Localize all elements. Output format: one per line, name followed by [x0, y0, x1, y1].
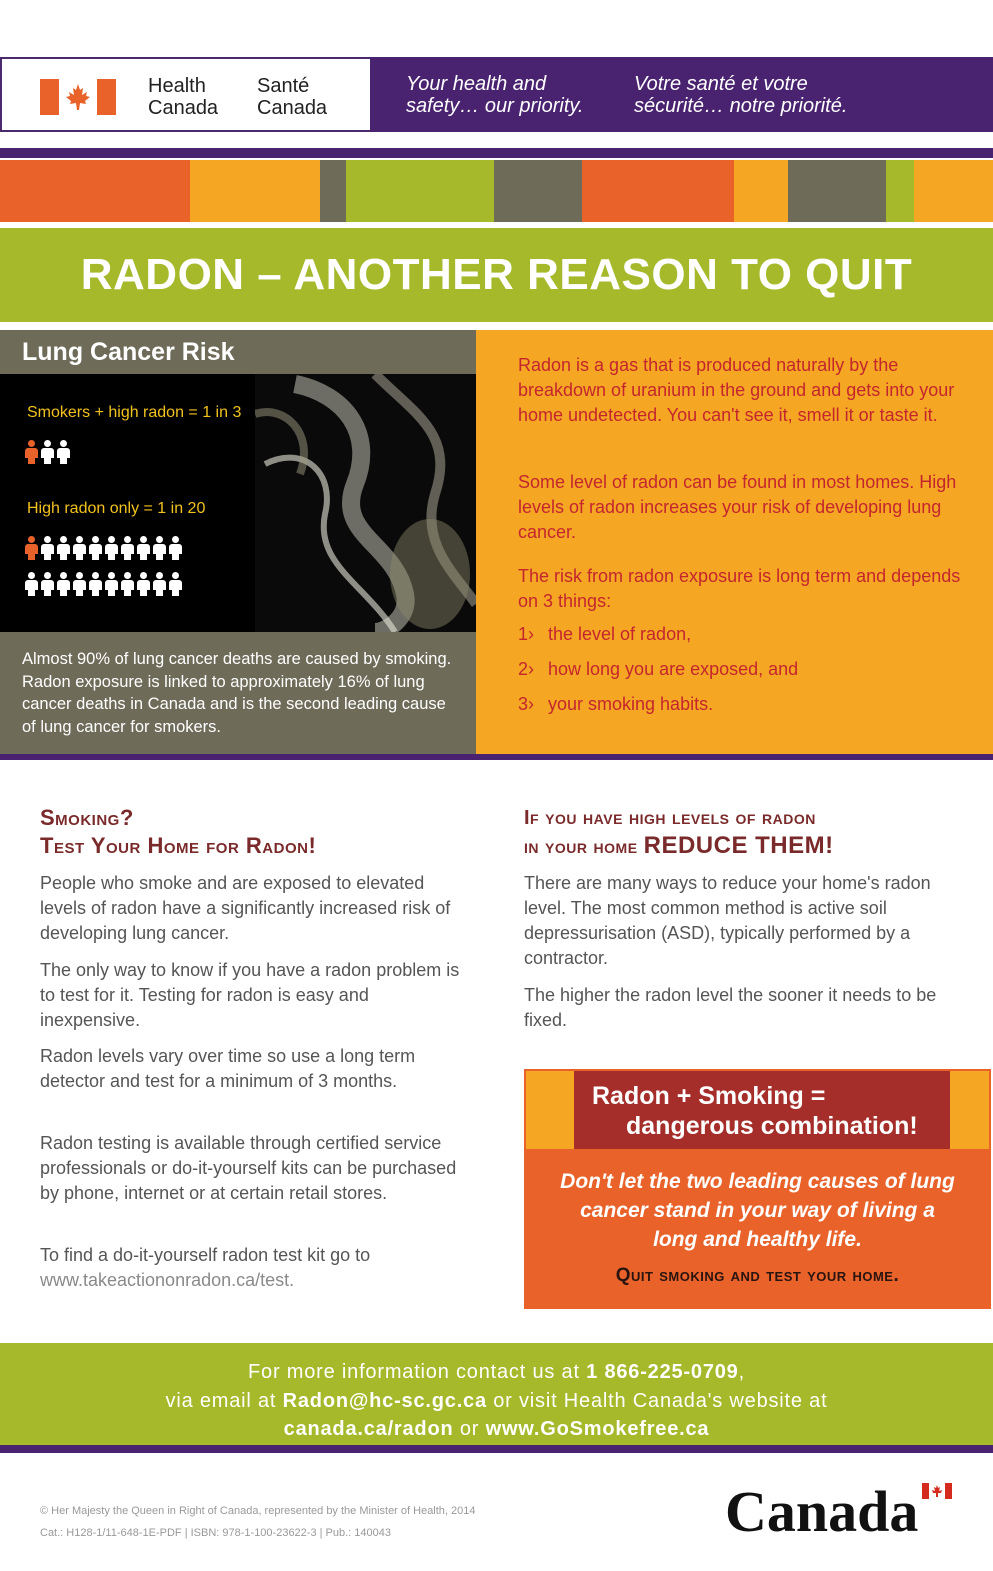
footer-legal [40, 1500, 476, 1544]
radon-only-risk-label: High radon only = 1 in 20 [27, 500, 206, 517]
header-identity [0, 57, 370, 132]
contact-line: canada.ca/radon or www.GoSmokefree.ca [283, 1418, 710, 1440]
intro-paragraph: The risk from radon exposure is long term and depends on 3 things: [518, 566, 961, 611]
divider [0, 754, 993, 760]
left-column-heading: Smoking? Test Your Home for Radon! [40, 805, 317, 858]
person-icon [73, 572, 86, 596]
person-icon [137, 572, 150, 596]
body-paragraph: The only way to know if you have a radon problem is to test for it. Testing for radon is easy and inexpensive. [40, 960, 460, 1030]
callout-heading: Radon + Smoking = dangerous combination! [574, 1071, 950, 1149]
person-icon [89, 536, 102, 560]
radon-intro-panel [476, 330, 993, 754]
smoke-image [255, 374, 476, 632]
right-column-heading: If you have high levels of radon in your home REDUCE THEM! [524, 807, 834, 859]
body-paragraph: Radon levels vary over time so use a long term detector and test for a minimum of 3 months. [40, 1046, 416, 1091]
dept-name-en: Health Canada [148, 75, 219, 119]
warning-callout [524, 1069, 991, 1309]
canada-flag-icon [40, 79, 116, 115]
callout-call-to-action: Quit smoking and test your home. [615, 1265, 900, 1286]
person-icon [105, 536, 118, 560]
person-icon [137, 536, 150, 560]
person-icon [153, 572, 166, 596]
person-icon [41, 440, 54, 464]
body-paragraph: Radon testing is available through certified service professionals or do-it-yourself kits can be purchased by phone, internet or at certain retail stores. [40, 1133, 457, 1203]
person-icon [121, 572, 134, 596]
person-icon [89, 572, 102, 596]
divider [0, 148, 993, 158]
email-link[interactable]: Radon@hc-sc.gc.ca [282, 1390, 487, 1412]
body-paragraph: There are many ways to reduce your home's radon level. The most common method is active soil depressurisation (ASD), typically performed by a contractor. [524, 873, 931, 968]
smokers-risk-label: Smokers + high radon = 1 in 3 [27, 404, 242, 421]
canada-wordmark-flag-icon [922, 1483, 952, 1499]
list-item: 1› the level of radon, [518, 624, 692, 644]
person-icon [73, 536, 86, 560]
phone-number[interactable]: 1 866-225-0709 [586, 1361, 739, 1383]
lung-cancer-risk-panel [0, 330, 476, 754]
tagline-en: Your health and safety… our priority. [406, 73, 584, 117]
list-item: 2› how long you are exposed, and [518, 659, 799, 679]
copyright-text: © Her Majesty the Queen in Right of Canada, represented by the Minister of Health, 2014 [40, 1505, 476, 1517]
risk-infographic [0, 374, 476, 632]
callout-message: Don't let the two leading causes of lung cancer stand in your way of living a long and healthy life. [560, 1170, 955, 1251]
person-icon [169, 572, 182, 596]
dept-name-fr: Santé Canada [257, 75, 328, 119]
header-tagline-bar [370, 57, 993, 132]
person-icon [105, 572, 118, 596]
website-link[interactable]: canada.ca/radon [283, 1418, 454, 1440]
header [0, 57, 993, 132]
risk-description: Almost 90% of lung cancer deaths are caused by smoking. Radon exposure is linked to approximately 16% of lung cancer deaths in Canada and is the second leading cause of lung cancer for smokers. [22, 650, 452, 736]
intro-paragraph: Some level of radon can be found in most homes. High levels of radon increases your risk of developing lung cancer. [518, 472, 957, 542]
radon-only-people-row [25, 536, 182, 560]
contact-band [0, 1343, 993, 1453]
person-icon [41, 536, 54, 560]
person-icon [57, 572, 70, 596]
decorative-color-strip [0, 160, 993, 222]
tagline-fr: Votre santé et votre sécurité… notre priorité. [634, 73, 848, 117]
title-band [0, 228, 993, 322]
catalog-text: Cat.: H128-1/11-648-1E-PDF | ISBN: 978-1-100-23622-3 | Pub.: 140043 [40, 1527, 391, 1539]
risk-heading: Lung Cancer Risk [22, 338, 235, 366]
person-icon [57, 440, 70, 464]
smokers-people-row [25, 440, 70, 464]
person-at-risk-icon [25, 536, 38, 560]
person-icon [121, 536, 134, 560]
website-link[interactable]: www.GoSmokefree.ca [485, 1418, 710, 1440]
list-item: 3› your smoking habits. [518, 694, 714, 714]
body-paragraph: To find a do-it-yourself radon test kit go to www.takeactiononradon.ca/test. [40, 1245, 371, 1290]
person-icon [57, 536, 70, 560]
person-icon [169, 536, 182, 560]
page-title: RADON – ANOTHER REASON TO QUIT [80, 250, 913, 299]
radon-only-people-row [25, 572, 182, 596]
radon-test-link[interactable]: www.takeactiononradon.ca/test. [40, 1270, 295, 1290]
contact-line: via email at Radon@hc-sc.gc.ca or visit Health Canada's website at [165, 1390, 828, 1412]
body-paragraph: People who smoke and are exposed to elevated levels of radon have a significantly increased risk of developing lung cancer. [40, 873, 451, 943]
contact-line: For more information contact us at 1 866-225-0709, [248, 1361, 745, 1383]
body-paragraph: The higher the radon level the sooner it needs to be fixed. [524, 985, 937, 1030]
intro-paragraph: Radon is a gas that is produced naturally by the breakdown of uranium in the ground and gets into your home undetected. You can't see it, smell it or taste it. [518, 355, 955, 425]
canada-wordmark: Canada [725, 1479, 919, 1544]
person-icon [25, 572, 38, 596]
person-icon [153, 536, 166, 560]
person-at-risk-icon [25, 440, 38, 464]
person-icon [41, 572, 54, 596]
